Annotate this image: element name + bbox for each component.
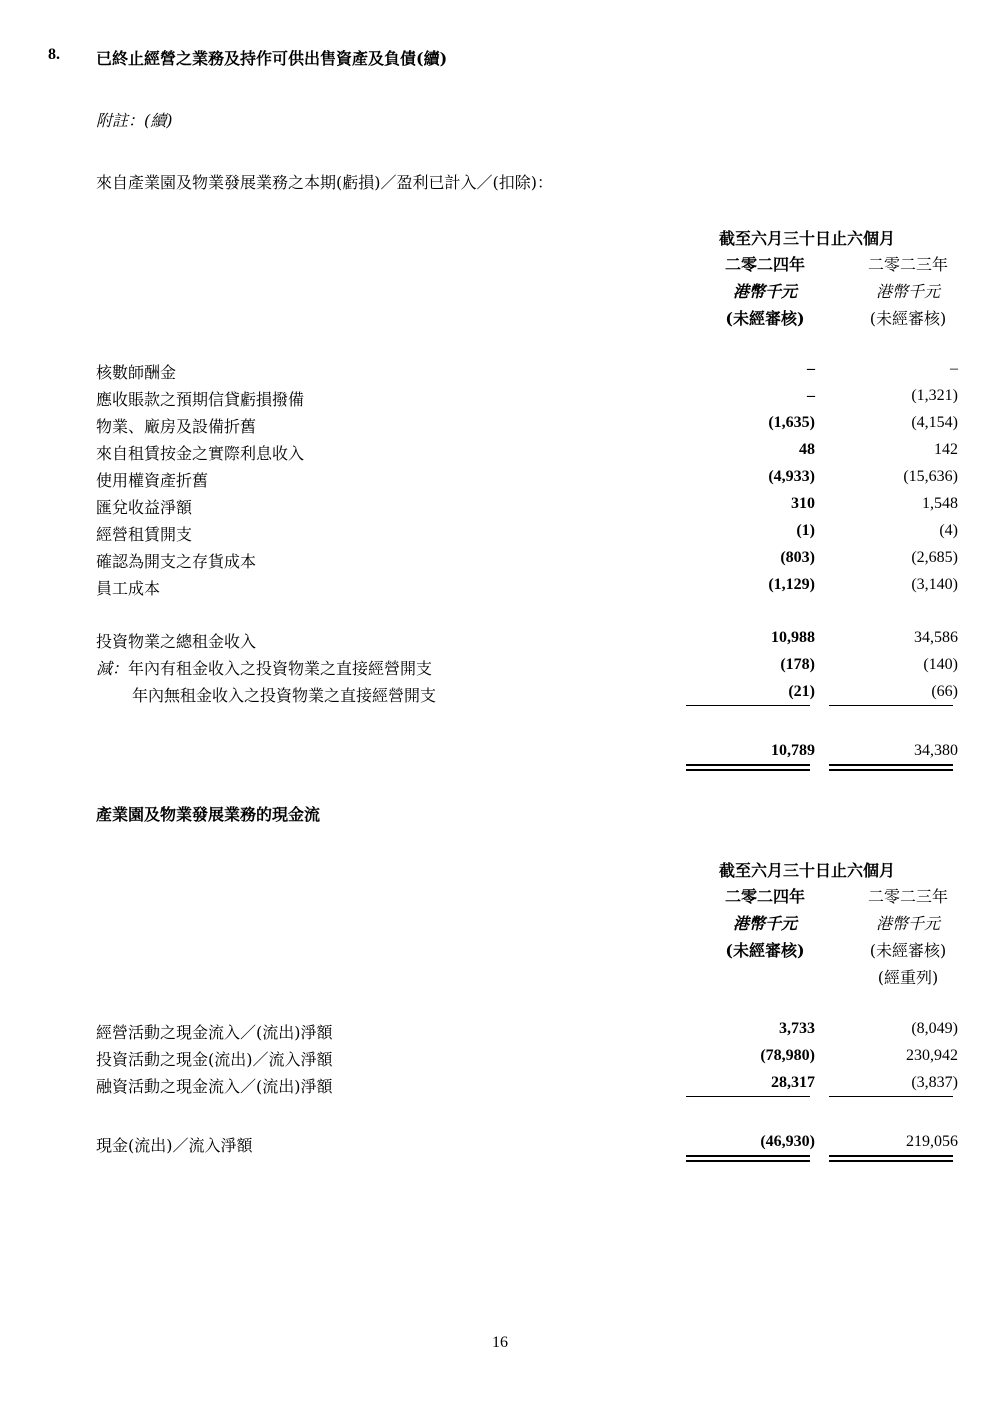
table2-row-current: (78,980): [760, 1047, 815, 1064]
table2-row-label: 融資活動之現金流入／(流出)淨額: [96, 1077, 333, 1096]
table2-restated-previous: (經重列): [877, 968, 939, 987]
table1-row-previous: (4): [939, 522, 958, 539]
table1-row-label: 核數師酬金: [96, 363, 177, 382]
gross-rental-label: 投資物業之總租金收入: [96, 632, 257, 651]
cashflow-subtotal-rule-previous: [829, 1096, 953, 1097]
table1-row-previous: 142: [934, 441, 958, 458]
table1-row-current: (1,635): [768, 414, 815, 431]
net-cash-current: (46,930): [760, 1133, 815, 1150]
table1-row-current: (4,933): [768, 468, 815, 485]
table2-unit-previous: 港幣千元: [875, 914, 940, 933]
table1-row-current: (803): [780, 549, 815, 566]
table2-row-previous: (8,049): [911, 1020, 958, 1037]
rental-total-current: 10,789: [771, 742, 815, 759]
table1-row-label: 應收賬款之預期信貸虧損撥備: [96, 390, 305, 409]
table1-row-previous: 1,548: [922, 495, 958, 512]
table1-row-label: 使用權資產折舊: [96, 471, 209, 490]
table1-row-previous: (3,140): [911, 576, 958, 593]
subtotal-rule-previous: [829, 705, 953, 706]
gross-rental-current: 10,988: [771, 629, 815, 646]
table1-row-current: (1): [796, 522, 815, 539]
table1-row-previous: (2,685): [911, 549, 958, 566]
page-number: 16: [492, 1334, 508, 1351]
table1-row-current: –: [807, 360, 815, 377]
table1-unit-previous: 港幣千元: [875, 282, 940, 301]
table2-year-current: 二零二四年: [724, 887, 805, 906]
less-expense-current-2: (21): [788, 683, 815, 700]
less-expense-row: [96, 656, 432, 679]
table1-row-previous: –: [950, 360, 958, 377]
cashflow-double-rule-previous: [829, 1155, 953, 1162]
less-expense-label-2: 年內無租金收入之投資物業之直接經營開支: [132, 686, 437, 705]
table1-audit-previous: (未經審核): [869, 309, 947, 328]
table1-audit-current: (未經審核): [725, 309, 805, 328]
table2-year-previous: 二零二三年: [867, 887, 948, 906]
table2-unit-current: 港幣千元: [732, 914, 797, 933]
intro-text: 來自產業園及物業發展業務之本期(虧損)／盈利已計入／(扣除)：: [96, 173, 553, 192]
table1-row-current: 48: [799, 441, 815, 458]
less-expense-previous-2: (66): [931, 683, 958, 700]
section-number: 8.: [48, 46, 60, 63]
table1-row-label: 員工成本: [96, 579, 161, 598]
table2-audit-current: (未經審核): [725, 941, 805, 960]
table1-year-previous: 二零二三年: [867, 255, 948, 274]
table1-row-previous: (15,636): [903, 468, 958, 485]
table1-row-current: 310: [791, 495, 815, 512]
table2-period-header: 截至六月三十日止六個月: [719, 861, 896, 880]
table1-row-label: 確認為開支之存貨成本: [96, 552, 257, 571]
net-cash-previous: 219,056: [906, 1133, 958, 1150]
table1-row-label: 經營租賃開支: [96, 525, 193, 544]
table2-row-label: 經營活動之現金流入／(流出)淨額: [96, 1023, 333, 1042]
cashflow-heading: 產業園及物業發展業務的現金流: [96, 805, 321, 824]
less-prefix: 減：: [96, 659, 129, 678]
table1-row-label: 物業、廠房及設備折舊: [96, 417, 257, 436]
note-heading: 附註：(續): [96, 111, 173, 130]
net-cash-label: 現金(流出)／流入淨額: [96, 1136, 253, 1155]
table2-row-previous: (3,837): [911, 1074, 958, 1091]
total-double-rule-current: [686, 764, 810, 771]
less-expense-previous-1: (140): [923, 656, 958, 673]
table1-row-previous: (4,154): [911, 414, 958, 431]
gross-rental-previous: 34,586: [914, 629, 958, 646]
rental-total-previous: 34,380: [914, 742, 958, 759]
less-expense-label-1: 年內有租金收入之投資物業之直接經營開支: [128, 659, 433, 678]
table1-year-current: 二零二四年: [724, 255, 805, 274]
table1-unit-current: 港幣千元: [732, 282, 797, 301]
table1-row-current: –: [807, 387, 815, 404]
table1-period-header: 截至六月三十日止六個月: [719, 229, 896, 248]
section-title: 已終止經營之業務及持作可供出售資產及負債(續): [96, 49, 448, 68]
table1-row-label: 來自租賃按金之實際利息收入: [96, 444, 305, 463]
cashflow-double-rule-current: [686, 1155, 810, 1162]
cashflow-subtotal-rule-current: [686, 1096, 810, 1097]
table1-row-current: (1,129): [768, 576, 815, 593]
less-expense-current-1: (178): [780, 656, 815, 673]
table1-row-previous: (1,321): [911, 387, 958, 404]
table2-row-previous: 230,942: [906, 1047, 958, 1064]
table2-row-current: 28,317: [771, 1074, 815, 1091]
table2-row-current: 3,733: [779, 1020, 815, 1037]
table2-row-label: 投資活動之現金(流出)／流入淨額: [96, 1050, 333, 1069]
total-double-rule-previous: [829, 764, 953, 771]
table1-row-label: 匯兌收益淨額: [96, 498, 193, 517]
table2-audit-previous: (未經審核): [869, 941, 947, 960]
subtotal-rule-current: [686, 705, 810, 706]
